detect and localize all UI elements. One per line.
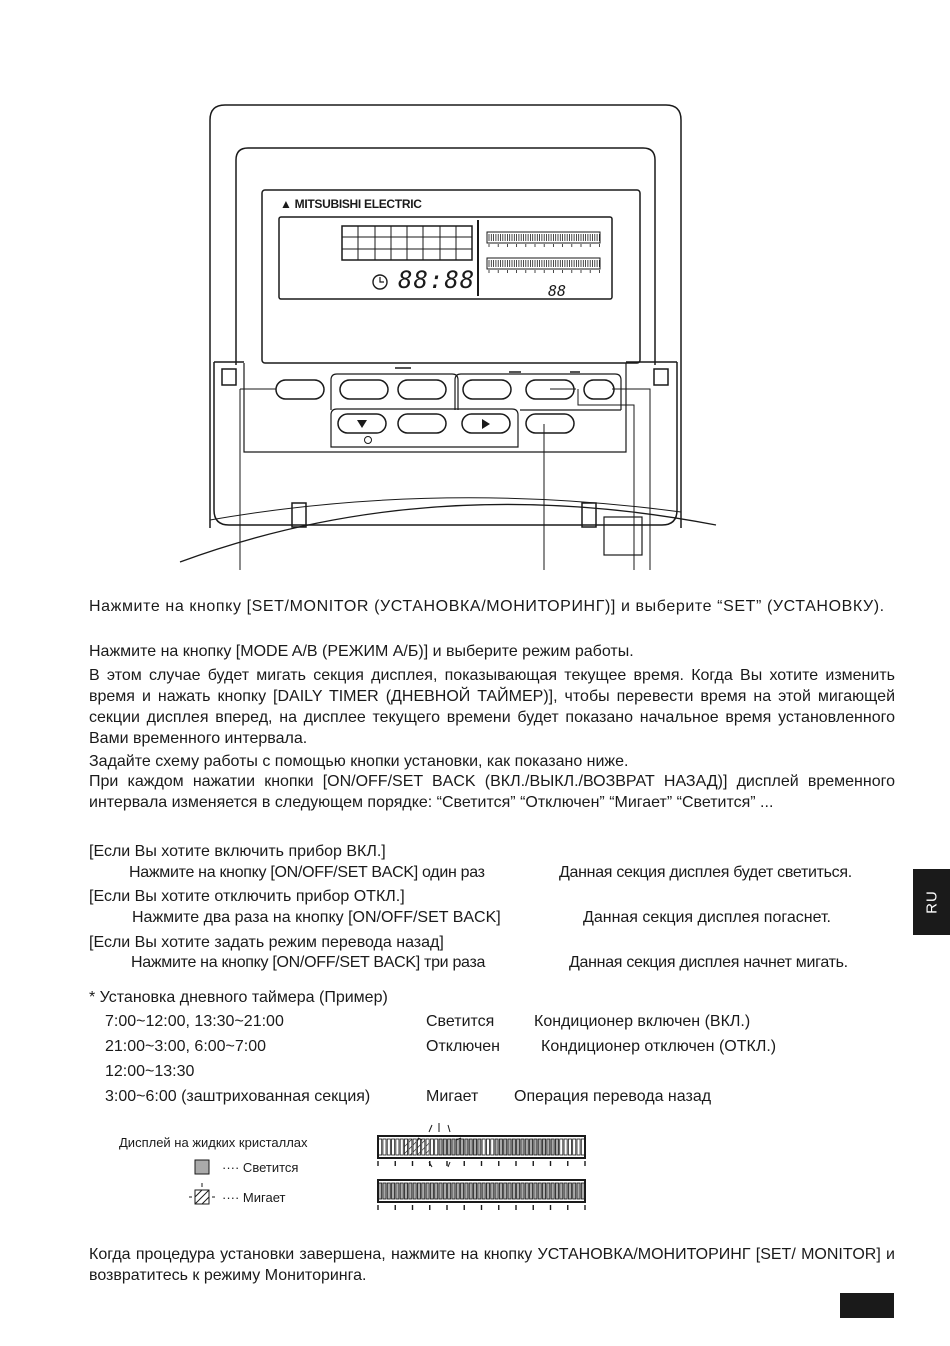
case-setback-action: Нажмите на кнопку [ON/OFF/SET BACK] три раза [131, 954, 486, 971]
timer-strip-example [378, 1123, 585, 1167]
example-row-4-time: 3:00~6:00 (заштрихованная секция) [105, 1088, 371, 1105]
example-row-2-time: 21:00~3:00, 6:00~7:00 [105, 1038, 267, 1055]
example-row-4-desc: Операция перевода назад [514, 1088, 712, 1105]
language-tab [913, 869, 950, 935]
brand-logo [280, 197, 422, 211]
lit-square-icon [195, 1160, 209, 1174]
instruction-2: Нажмите на кнопку [MODE A/B (РЕЖИМ А/Б)] и выберите режим работы. [89, 643, 634, 660]
example-row-1-time: 7:00~12:00, 13:30~21:00 [105, 1013, 284, 1030]
instruction-4b: При каждом нажатии кнопки [ON/OFF/SET BACK (ВКЛ./ВЫКЛ./ВОЗВРАТ НАЗАД)] дисплей временного интервала изменяется в следующем порядке: “Светится” “Отключен” “Мигает” “Светится” ... [89, 773, 895, 811]
instruction-4a: Задайте схему работы с помощью кнопки установки, как показано ниже. [89, 753, 629, 770]
example-row-1-state: Светится [426, 1013, 495, 1030]
page-number-box [840, 1293, 894, 1318]
instruction-1: Нажмите на кнопку [SET/MONITOR (УСТАНОВКА/МОНИТОРИНГ)] и выберите “SET” (УСТАНОВКУ). [89, 598, 885, 615]
example-row-2-desc: Кондиционер отключен (ОТКЛ.) [541, 1038, 777, 1055]
legend-title: Дисплей на жидких кристаллах [119, 1135, 308, 1150]
example-row-2-state: Отключен [426, 1038, 501, 1055]
example-row-4-state: Мигает [426, 1088, 479, 1105]
case-on-action: Нажмите на кнопку [ON/OFF/SET BACK] один раз [129, 864, 485, 881]
example-title: * Установка дневного таймера (Пример) [89, 989, 388, 1006]
mitsubishi-diamond-icon: ▲︎ [280, 197, 292, 211]
timer-strip-all-lit [378, 1180, 585, 1210]
example-row-1-desc: Кондиционер включен (ВКЛ.) [534, 1013, 751, 1030]
case-setback-result: Данная секция дисплея начнет мигать. [569, 954, 848, 971]
legend-blink: ···· Мигает [222, 1190, 286, 1205]
case-setback-heading: [Если Вы хотите задать режим перевода назад] [89, 934, 444, 951]
language-tab-label: RU [923, 890, 940, 914]
case-on-heading: [Если Вы хотите включить прибор ВКЛ.] [89, 843, 386, 860]
case-on-result: Данная секция дисплея будет светиться. [559, 864, 852, 881]
case-off-action: Нажмите два раза на кнопку [ON/OFF/SET BACK] [132, 909, 501, 926]
legend-icons [180, 1155, 240, 1205]
instruction-3: В этом случае будет мигать секция дисплея, показывающая текущее время. Когда Вы хотите изменить время и нажать кнопку [DAILY TIMER (ДНЕВНОЙ ТАЙМЕР)], чтобы перевести время на этой мигающей секции дисплея вперед, на дисплее текущего времени будет показано начальное время установленного Вами временного интервала. [89, 667, 895, 747]
legend-lit: ···· Светится [222, 1160, 299, 1175]
case-off-heading: [Если Вы хотите отключить прибор ОТКЛ.] [89, 888, 405, 905]
timer-strips [372, 1122, 592, 1217]
final-instruction: Когда процедура установки завершена, нажмите на кнопку УСТАНОВКА/МОНИТОРИНГ [SET/ MONITOR] и возвратитесь к режиму Мониторинга. [89, 1246, 895, 1284]
case-off-result: Данная секция дисплея погаснет. [583, 909, 831, 926]
brand-name: MITSUBISHI ELECTRIC [294, 197, 422, 211]
blink-square-icon [189, 1183, 215, 1205]
example-row-3-time: 12:00~13:30 [105, 1063, 195, 1080]
lcd-clock: 88:88 [398, 266, 476, 294]
lcd-small-digits: 88 [548, 282, 567, 300]
